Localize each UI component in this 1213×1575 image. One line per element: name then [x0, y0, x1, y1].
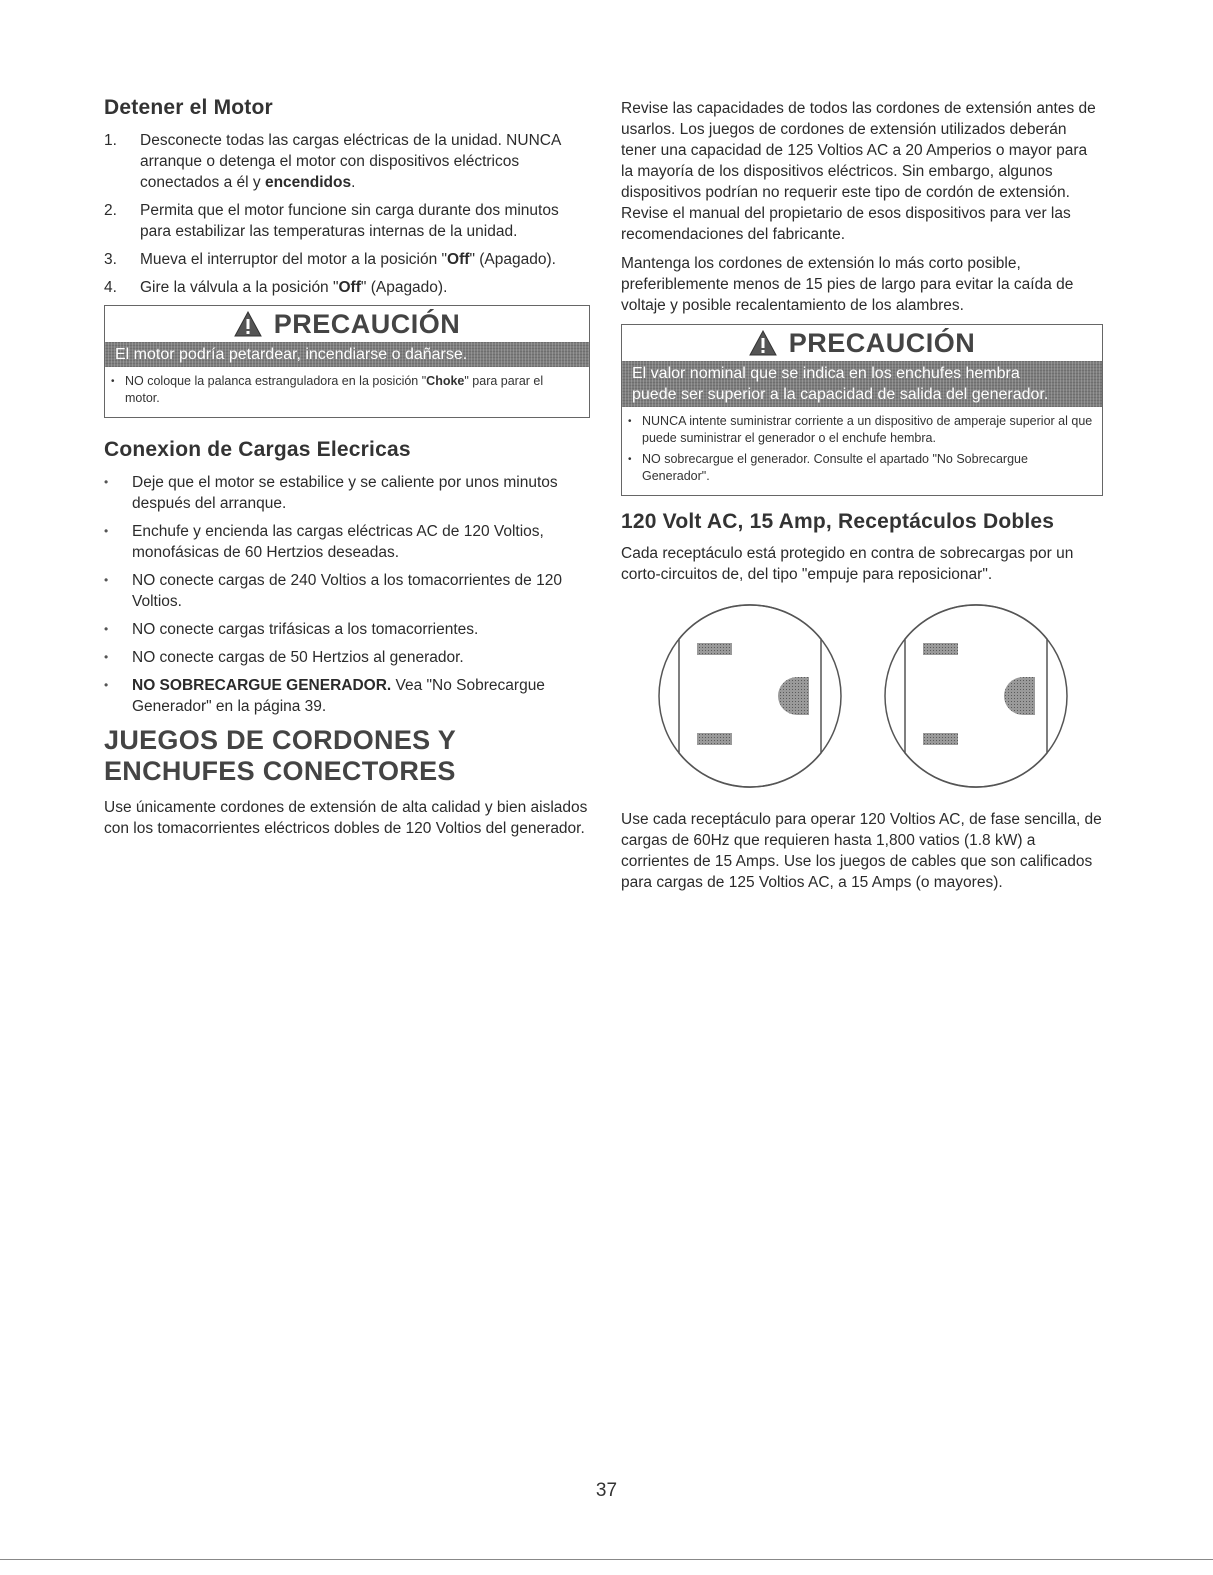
- duplex-receptacle-drawing: [621, 593, 1103, 799]
- receptacles-text: Cada receptáculo está protegido en contra de sobrecargas por un corto-circuitos de, del tipo "empuje para reposicionar".: [621, 545, 1074, 583]
- receptacle-outlet-left: [659, 605, 841, 787]
- left-column: [104, 96, 590, 847]
- caution-item: • NO coloque la palanca estranguladora en la posición "Choke" para parar el motor.: [111, 373, 581, 407]
- caution-band: El motor podría petardear, incendiarse o dañarse.: [105, 342, 589, 367]
- caution-box-motor: [104, 305, 590, 418]
- step-item: 3. Mueva el interruptor del motor a la posición "Off" (Apagado).: [104, 251, 556, 268]
- stop-motor-heading: Detener el Motor: [104, 96, 273, 119]
- warning-triangle-icon: [749, 330, 777, 356]
- step-item: 1. Desconecte todas las cargas eléctricas de la unidad. NUNCA arranque o detenga el motor con dispositivos eléctricos conectados a él y encendidos.: [104, 132, 561, 191]
- caution-header: [105, 306, 589, 342]
- stop-motor-steps: [104, 130, 590, 298]
- caution-body: [105, 367, 589, 417]
- warning-triangle-icon: [234, 311, 262, 337]
- caution-title: PRECAUCIÓN: [273, 308, 461, 339]
- rating-paragraph: Revise las capacidades de todos las cordones de extensión antes de usarlos. Los juegos de cordones de extensión utilizados deberán tener una capacidad de 125 Voltios AC a 20 Amperios o mayor para la mayoría de los dispositivos eléctricos. Sin embargo, algunos dispositivos podrían no requerir este tipo de cordón de extensión. Revise el manual del propietario de esos dispositivos para ver las recomendaciones del fabricante.: [621, 100, 1096, 243]
- page-number: 37: [595, 1480, 618, 1501]
- caution-body: [622, 407, 1102, 495]
- list-item: • NO SOBRECARGUE GENERADOR. Vea "No Sobrecargue Generador" en la página 39.: [104, 675, 590, 717]
- caution-band: El valor nominal que se indica en los enchufes hembra puede ser superior a la capacidad de salida del generador.: [622, 361, 1102, 407]
- list-item: • NO conecte cargas de 50 Hertzios al generador.: [104, 647, 590, 668]
- caution-item: • NO sobrecargue el generador. Consulte el apartado "No Sobrecargue Generador".: [628, 451, 1094, 485]
- caution-header: [622, 325, 1102, 361]
- cords-text: Use únicamente cordones de extensión de alta calidad y bien aislados con los tomacorrientes eléctricos dobles de 120 Voltios del generador.: [104, 799, 588, 837]
- list-item: • NO conecte cargas de 240 Voltios a los tomacorrientes de 120 Voltios.: [104, 570, 590, 612]
- connect-loads-list: [104, 472, 590, 717]
- connect-loads-heading: Conexion de Cargas Elecricas: [104, 438, 411, 461]
- list-item: • Enchufe y encienda las cargas eléctricas AC de 120 Voltios, monofásicas de 60 Hertzios deseadas.: [104, 521, 590, 563]
- caution-item: • NUNCA intente suministrar corriente a un dispositivo de amperaje superior al que puede suministrar el generador o el enchufe hembra.: [628, 413, 1094, 447]
- list-item: • NO conecte cargas trifásicas a los tomacorrientes.: [104, 619, 590, 640]
- receptacle-outlet-right: [885, 605, 1067, 787]
- receptacles-usage: Use cada receptáculo para operar 120 Voltios AC, de fase sencilla, de cargas de 60Hz que requieren hasta 1,800 vatios (1.8 kW) a corrientes de 15 Amps. Use los juegos de cables que son calificados para cargas de 125 Voltios AC, a 15 Amps (o mayores).: [621, 811, 1102, 891]
- step-item: 2. Permita que el motor funcione sin carga durante dos minutos para estabilizar las temperaturas internas de la unidad.: [104, 202, 559, 240]
- bottom-divider: [0, 1559, 1213, 1560]
- caution-box-receptacle: [621, 324, 1103, 496]
- step-item: 4. Gire la válvula a la posición "Off" (Apagado).: [104, 279, 448, 296]
- length-paragraph: Mantenga los cordones de extensión lo más corto posible, preferiblemente menos de 15 pies de largo para evitar la caída de voltaje y posible recalentamiento de los alambres.: [621, 255, 1074, 314]
- list-item: • Deje que el motor se estabilice y se caliente por unos minutos después del arranque.: [104, 472, 590, 514]
- caution-title: PRECAUCIÓN: [788, 327, 976, 358]
- cords-heading: JUEGOS DE CORDONES Y ENCHUFES CONECTORES: [104, 725, 457, 786]
- receptacles-heading: 120 Volt AC, 15 Amp, Receptáculos Dobles: [621, 510, 1055, 533]
- right-column: [621, 98, 1103, 901]
- receptacle-illustration: [621, 593, 1103, 799]
